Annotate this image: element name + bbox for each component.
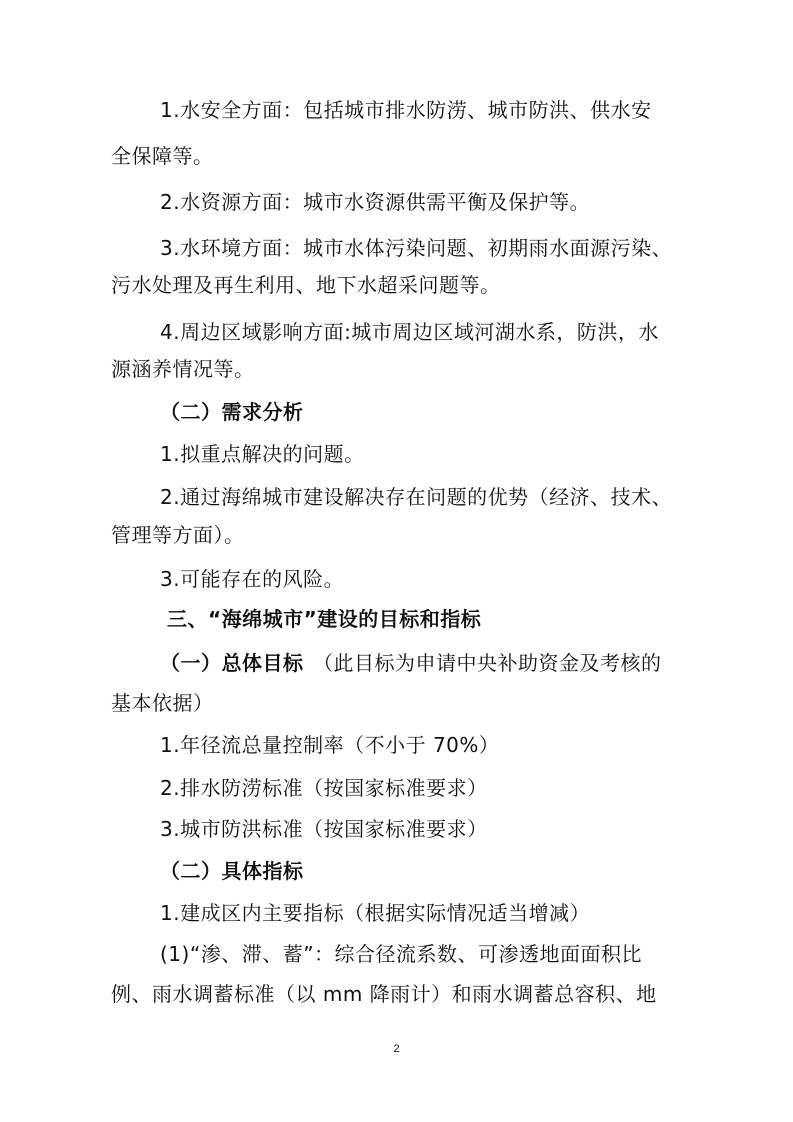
chapter-heading: 三、“海绵城市”建设的目标和指标 [167,607,482,631]
text-line: 3.城市防洪标准（按国家标准要求） [160,817,488,841]
text-line: (1)“渗、滞、蓄”：综合径流系数、可渗透地面面积比 [160,942,643,966]
text-line: 全保障等。 [111,144,214,168]
text-line: 管理等方面）。 [111,523,245,547]
text-line: 1.水安全方面：包括城市排水防涝、城市防洪、供水安 [160,98,652,122]
text-line: （此目标为申请中央补助资金及考核的 [313,651,662,675]
text-line: 污水处理及再生利用、地下水超采问题等。 [111,273,501,297]
text-line: 2.通过海绵城市建设解决存在问题的优势（经济、技术、 [160,485,673,509]
text-line: 3.水环境方面：城市水体污染问题、初期雨水面源污染、 [160,236,673,260]
text-line: 1.建成区内主要指标（根据实际情况适当增减） [160,901,591,925]
text-line: 1.年径流总量控制率（不小于 70%） [160,733,500,757]
section-heading: （一）总体目标 [160,651,304,675]
text-line: 3.可能存在的风险。 [160,567,345,591]
text-line: 2.排水防涝标准（按国家标准要求） [160,776,488,800]
section-heading: （二）需求分析 [160,400,304,424]
page-number: 2 [393,1043,400,1055]
text-line: 源涵养情况等。 [111,357,255,381]
text-line: 1.拟重点解决的问题。 [160,442,365,466]
text-line: 例、雨水调蓄标准（以 mm 降雨计）和雨水调蓄总容积、地 [111,982,657,1006]
text-line: 4.周边区域影响方面:城市周边区域河湖水系，防洪，水 [160,320,659,344]
section-heading: （二）具体指标 [160,859,304,883]
text-line: 2.水资源方面：城市水资源供需平衡及保护等。 [160,190,591,214]
text-line: 基本依据） [111,691,214,715]
